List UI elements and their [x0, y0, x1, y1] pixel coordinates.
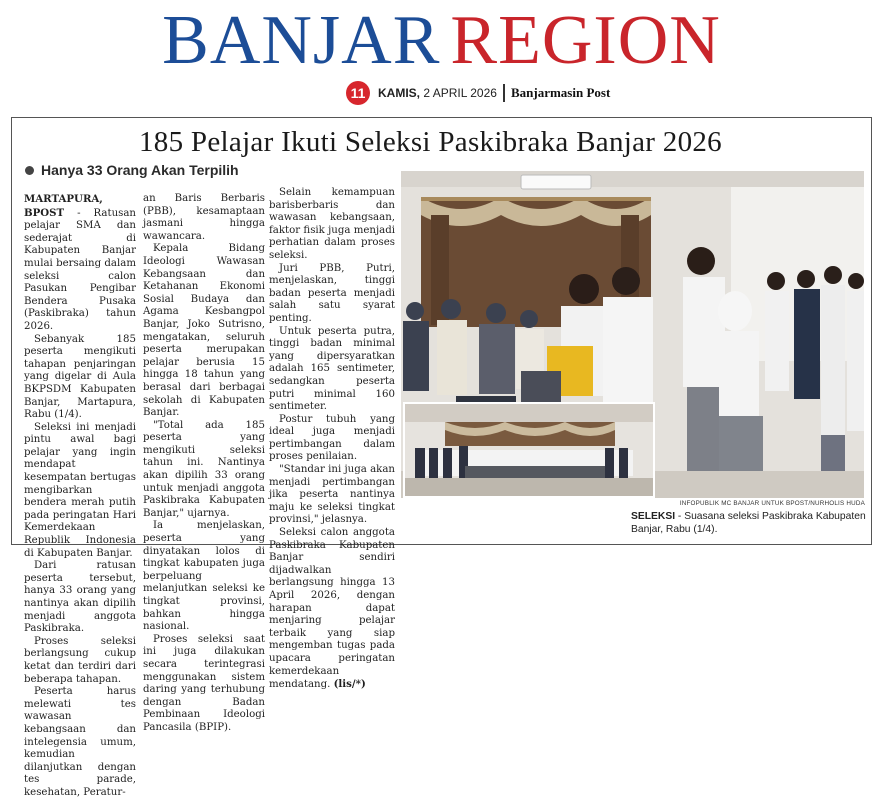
paragraph-text: Seleksi calon anggota Paskibraka Kabupaten Banjar sendiri dijadwalkan berlangsung hingga 13 April 2026, dengan harapan dapat menjaring pelajar terbaik yang siap mengemban tugas pada upacara peringatan kemerdekaan mendatang. — [269, 527, 395, 691]
paragraph: Seleksi ini menjadi pintu awal bagi pelajar yang ingin mendapat kesempatan bertugas mengibarkan bendera merah putih pada peringatan Hari Kemerdekaan Republik Indonesia di Kabupaten Banjar. — [24, 421, 136, 559]
issue-date — [378, 86, 497, 100]
bullet-icon — [25, 166, 34, 175]
paragraph: Proses seleksi saat ini juga dilakukan secara terintegrasi menggunakan sistem daring yang terhubung dengan Badan Pembinaan Ideologi Pancasila (BPIP). — [143, 633, 265, 733]
issue-day: KAMIS, — [378, 86, 420, 100]
article-column-3 — [269, 187, 395, 692]
section-title — [0, 2, 883, 79]
paragraph: Postur tubuh yang ideal juga menjadi pertimbangan dalam proses penilaian. — [269, 413, 395, 463]
paragraph: Proses seleksi berlangsung cukup ketat dan terdiri dari beberapa tahapan. — [24, 635, 136, 685]
paragraph: "Total ada 185 peserta yang mengikuti seleksi tahun ini. Nantinya akan dipilih 33 orang untuk menjadi anggota Paskibraka Kabupaten Banjar," ujarnya. — [143, 419, 265, 519]
page-number-badge: 11 — [346, 81, 370, 105]
kicker-text: Hanya 33 Orang Akan Terpilih — [41, 162, 239, 178]
caption-text: - Suasana seleksi Paskibraka Kabupaten Banjar, Rabu (1/4). — [631, 511, 866, 535]
lead-paragraph — [24, 193, 136, 334]
paragraph: Juri PBB, Putri, menjelaskan, tinggi badan peserta menjadi salah satu syarat penting. — [269, 262, 395, 324]
signoff: (lis/*) — [333, 678, 366, 691]
lead-text: - Ratusan pelajar SMA dan sederajat di Kabupaten Banjar mulai bersaing dalam seleksi calon Pasukan Pengibar Bendera Pusaka (Paskibraka) tahun 2026. — [24, 207, 136, 332]
paragraph: Dari ratusan peserta tersebut, hanya 33 orang yang nantinya akan dipilih menjadi anggota Paskibraka. — [24, 560, 136, 635]
section-title-part1: BANJAR — [162, 2, 441, 79]
paragraph: Untuk peserta putra, tinggi badan minimal yang dipersyaratkan adalah 165 sentimeter, sedangkan peserta putri minimal 160 sentimeter. — [269, 325, 395, 413]
paragraph: Sebanyak 185 peserta mengikuti tahapan penjaringan yang digelar di Aula BKPSDM Kabupaten Banjar, Martapura, Rabu (1/4). — [24, 333, 136, 421]
inset-photo — [403, 402, 655, 498]
article-column-1 — [24, 193, 136, 800]
paragraph: Peserta harus melewati tes wawasan kebangsaan dan intelegensia umum, kemudian dilanjutkan dengan tes parade, kesehatan, Peratur- — [24, 686, 136, 798]
photo-caption — [631, 510, 867, 536]
paragraph — [269, 527, 395, 692]
paragraph: an Baris Berbaris (PBB), kesamaptaan jasmani hingga wawancara. — [143, 193, 265, 242]
article-kicker — [25, 162, 239, 178]
publication-name: Banjarmasin Post — [510, 85, 611, 100]
meta-divider — [503, 84, 505, 102]
paragraph: Kepala Bidang Ideologi Wawasan Kebangsaan dan Ketahanan Ekonomi Sosial Budaya dan Agama Kesbangpol Banjar, Joko Sutrisno, mengatakan, seluruh peserta merupakan pelajar berusia 15 hingga 18 tahun yang berasal dari berbagai sekolah di Kabupaten Banjar. — [143, 243, 265, 419]
caption-label: SELEKSI — [631, 511, 676, 522]
paragraph: Ia menjelaskan, peserta yang dinyatakan lolos di tingkat kabupaten juga berpeluang melanjutkan seleksi ke tingkat provinsi, bahkan hingga nasional. — [143, 520, 265, 633]
inset-photo-illustration — [405, 404, 653, 496]
paragraph: "Standar ini juga akan menjadi pertimbangan jika peserta nantinya maju ke seleksi tingkat provinsi," jelasnya. — [269, 464, 395, 526]
issue-meta — [346, 80, 610, 106]
masthead — [0, 0, 883, 112]
dateline: MARTAPURA, BPOST — [24, 193, 103, 219]
issue-date-text: 2 APRIL 2026 — [423, 86, 497, 100]
section-title-part2: REGION — [450, 2, 721, 79]
article-column-2 — [143, 193, 265, 735]
photo-credit: INFOPUBLIK MC BANJAR UNTUK BPOST/NURHOLIS HUDA — [679, 500, 865, 507]
paragraph: Selain kemampuan barisberbaris dan wawasan kebangsaan, faktor fisik juga menjadi perhatian dalam proses seleksi. — [269, 187, 395, 261]
article-headline: 185 Pelajar Ikuti Seleksi Paskibraka Banjar 2026 — [138, 126, 722, 158]
